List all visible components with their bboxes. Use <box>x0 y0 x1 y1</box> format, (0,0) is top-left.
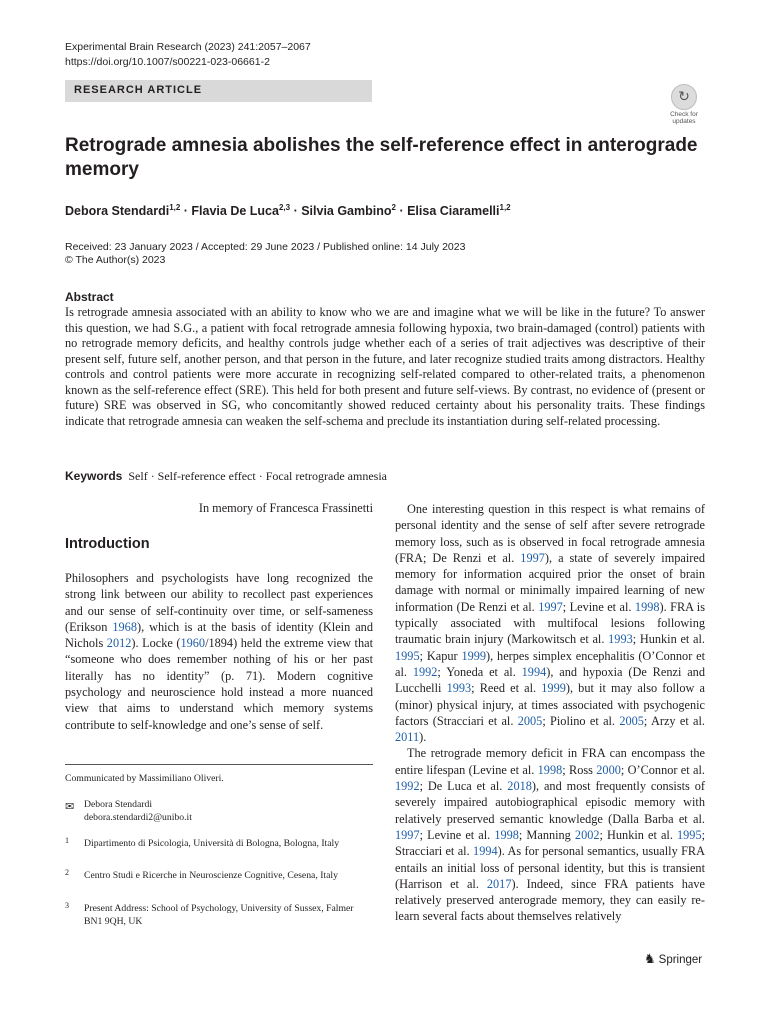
author-affiliation-sup: 2 <box>391 203 396 212</box>
right-paragraph-1 <box>395 501 705 745</box>
author-name[interactable]: Elisa Ciaramelli <box>407 204 500 219</box>
citation-link[interactable]: 1998 <box>494 827 519 842</box>
text-run: ; Arzy et al. <box>643 713 705 728</box>
author-name[interactable]: Debora Stendardi <box>65 204 170 219</box>
citation-link[interactable]: 1998 <box>537 762 563 777</box>
citation-link[interactable]: 2005 <box>517 713 543 728</box>
text-run: ), and hypoxia (De Renzi and Lucchelli <box>395 664 705 696</box>
citation-link[interactable]: 1993 <box>608 632 633 647</box>
abstract-text: Is retrograde amnesia associated with an ability to know who we are and imagine what we will be like in the future? To answer this question, we had S.G., a patient with focal retrograde amnesia following hypoxia, two brain-damaged (control) patients with no retrograde memory deficits, and healthy controls judge whether each of a series of trait adjectives was descriptive of their present self, future self, another person, and that person in the future, and later recognize studied traits among distractors. Healthy controls and control patients were more accurate in recognizing self-related compared to other-related traits, a phenomenon known as the self-reference effect (SRE). This held for both present and future self-views. By contrast, no evidence of (present or future) SRE was observed in SG, who concomitantly showed reduced certainty about his personality traits. These findings indicate that retrograde amnesia can weaken the self-schema and preclude its instantiation during self-related processing. <box>65 305 705 428</box>
text-run: ; Levine et al. <box>419 827 495 842</box>
text-run: ). Indeed, since FRA patients have relatively preserved anterograde memory, they can easily re-learn several facts about themselves relatively <box>395 876 706 924</box>
citation-link[interactable]: 1992 <box>395 779 420 794</box>
copyright: © The Author(s) 2023 <box>65 254 166 266</box>
dedication: In memory of Francesca Frassinetti <box>198 501 373 515</box>
text-run: ), a state of severely impaired memory for information acquired prior the onset of brain damage with normal or minimally impaired learning of new information (De Renzi et al. <box>395 550 705 614</box>
affiliation-text: Dipartimento di Psicologia, Università di Bologna, Bologna, Italy <box>84 838 340 849</box>
text-run: ), but it may also follow a (minor) physical injury, at times associated with psychogenic factors (Stracciari et al. <box>395 681 705 728</box>
affiliation-text: Centro Studi e Ricerche in Neuroscienze Cognitive, Cesena, Italy <box>84 870 338 881</box>
check-for-updates-badge[interactable] <box>664 84 704 124</box>
citation-link[interactable]: 1999 <box>541 681 566 696</box>
keywords-label: Keywords <box>65 469 123 483</box>
text-run: ), which is at the basis of identity (Klein and Nichols <box>65 619 373 651</box>
text-run: /1894) held the extreme view that “someone who does remember nothing of his or her past literally has no identity” (p. 71). Modern cognitive psychology and neuroscience hold instead a more nuanced view that aims to understand which memory systems contribute to self-knowledge and one’s sense of self. <box>65 636 373 732</box>
publisher-logo <box>644 951 702 967</box>
check-updates-label: Check for updates <box>670 111 698 125</box>
citation-link[interactable]: 1995 <box>677 827 702 842</box>
text-run: ; Stracciari et al. <box>395 827 706 859</box>
article-type-label: RESEARCH ARTICLE <box>74 84 203 96</box>
citation-link[interactable]: 1968 <box>112 619 137 634</box>
affiliation-number: 1 <box>65 836 69 845</box>
citation-link[interactable]: 1998 <box>634 599 660 614</box>
footnote-divider <box>65 764 373 765</box>
author-name[interactable]: Flavia De Luca <box>191 204 279 219</box>
text-run: ). FRA is typically associated with multifocal lesions following traumatic brain injury (Markowitsch et al. <box>395 599 706 647</box>
affiliation-text: Present Address: School of Psychology, University of Sussex, Falmer BN1 9QH, UK <box>84 903 354 927</box>
author-affiliation-sup: 2,3 <box>278 203 291 212</box>
text-run: The retrograde memory deficit in FRA can encompass the entire lifespan (Levine et al. <box>395 746 705 777</box>
author-list <box>65 203 705 218</box>
text-run: ), and most frequently consists of severely impaired autobiographical episodic memory with relatively preserved semantic knowledge (Dalla Barba et al. <box>395 779 705 826</box>
citation-link[interactable]: 1997 <box>520 550 545 565</box>
publication-dates <box>65 241 465 267</box>
citation-link[interactable]: 1997 <box>538 599 563 614</box>
introduction-heading: Introduction <box>65 536 150 552</box>
citation-link[interactable]: 1999 <box>461 648 487 663</box>
springer-horse-icon: ♞ <box>644 951 656 966</box>
text-run: ; Reed et al. <box>471 681 542 696</box>
author-affiliation-sup: 1,2 <box>499 203 511 212</box>
citation-link[interactable]: 1997 <box>395 827 420 842</box>
citation-link[interactable]: 1960 <box>180 636 206 651</box>
abstract-heading: Abstract <box>65 290 114 304</box>
citation-link[interactable]: 1994 <box>473 844 498 859</box>
text-run: ), herpes simplex encephalitis (O’Connor et al. <box>395 648 706 679</box>
publisher-name: Springer <box>658 954 703 966</box>
author-separator: · <box>395 204 408 219</box>
keywords <box>65 469 387 484</box>
text-run: ; Hunkin et al. <box>632 632 705 647</box>
citation-link[interactable]: 2012 <box>106 636 132 651</box>
author-separator: · <box>180 204 192 219</box>
citation-link[interactable]: 2000 <box>596 762 621 777</box>
history-dates: Received: 23 January 2023 / Accepted: 29 June 2023 / Published online: 14 July 2023 <box>65 241 466 253</box>
text-run: ; Piolino et al. <box>542 713 620 728</box>
text-run: ). <box>419 730 427 745</box>
text-run: ). Locke ( <box>131 636 181 651</box>
text-run: ; Ross <box>562 762 597 777</box>
text-run: ; O’Connor et al. <box>620 762 705 777</box>
right-column <box>395 501 705 925</box>
text-run: ; De Luca et al. <box>419 779 508 794</box>
check-updates-icon: ↻ <box>671 84 697 110</box>
affiliation-number: 2 <box>65 868 69 877</box>
text-run: ). As for personal semantics, usually FRA entails an initial loss of personal identity, but this is transient (Harrison et al. <box>395 844 706 891</box>
citation-link[interactable]: 2011 <box>395 730 420 745</box>
text-run: ; Manning <box>518 827 575 842</box>
text-run: Philosophers and psychologists have long recognized the strong link between our ability to recollect past experiences and our sense of self-continuity over time, or self-sameness (Erikson <box>65 571 373 634</box>
citation-link[interactable]: 2018 <box>507 779 532 794</box>
intro-paragraph-text <box>65 570 373 733</box>
communicated-by: Communicated by Massimiliano Oliveri. <box>65 773 224 784</box>
journal-citation: Experimental Brain Research (2023) 241:2057–2067 <box>65 41 311 53</box>
introduction-paragraph <box>65 570 373 733</box>
author-separator: · <box>290 204 302 219</box>
citation-link[interactable]: 2002 <box>574 827 600 842</box>
article-type-banner <box>65 80 372 102</box>
citation-link[interactable]: 2017 <box>486 876 512 891</box>
article-title: Retrograde amnesia abolishes the self-reference effect in anterograde memory <box>65 135 698 180</box>
author-name[interactable]: Silvia Gambino <box>301 204 392 219</box>
corresponding-author <box>84 799 192 824</box>
contact-name: Debora Stendardi <box>84 799 153 810</box>
affiliation-number: 3 <box>65 901 69 910</box>
citation-link[interactable]: 1993 <box>446 681 472 696</box>
envelope-icon: ✉ <box>65 801 75 813</box>
text-run: ; Yoneda et al. <box>437 664 522 679</box>
citation-link[interactable]: 1992 <box>412 664 438 679</box>
doi-link[interactable]: https://doi.org/10.1007/s00221-023-06661-2 <box>65 56 270 68</box>
citation-link[interactable]: 1995 <box>395 648 420 663</box>
text-run: ; Kapur <box>419 648 462 663</box>
text-run: ; Hunkin et al. <box>599 827 677 842</box>
keywords-text: Self · Self-reference effect · Focal retrograde amnesia <box>128 469 387 483</box>
right-paragraph-2 <box>395 745 705 924</box>
citation-link[interactable]: 2005 <box>619 713 644 728</box>
journal-meta <box>65 40 311 70</box>
contact-email[interactable]: debora.stendardi2@unibo.it <box>84 811 192 823</box>
text-run: One interesting question in this respect is what remains of personal identity and the sense of self after severe retrograde memory loss, such as is observed in focal retrograde amnesia (FRA; De Renzi et al. <box>395 502 705 565</box>
author-affiliation-sup: 1,2 <box>169 203 181 212</box>
citation-link[interactable]: 1994 <box>521 664 547 679</box>
text-run: ; Levine et al. <box>562 599 635 614</box>
